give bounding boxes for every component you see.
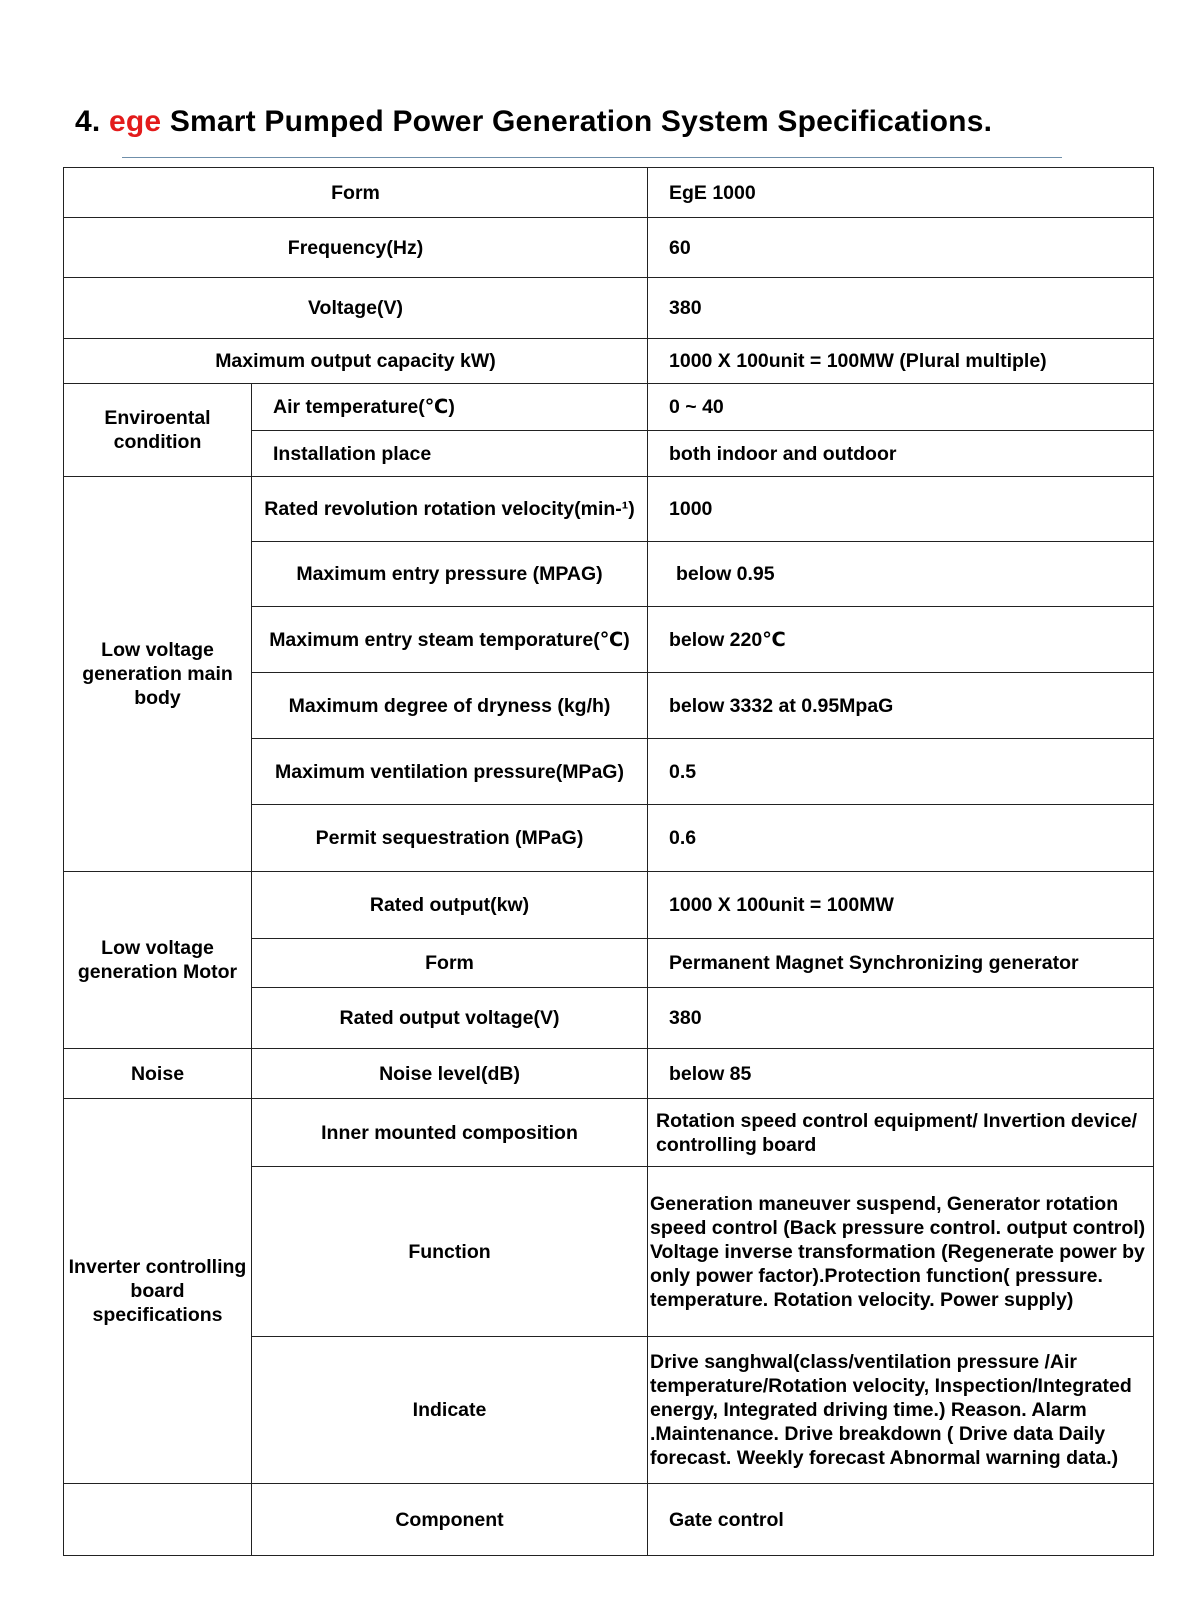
spec-label: Frequency(Hz) [64, 218, 648, 278]
table-row [64, 384, 1154, 431]
spec-value: 60 [648, 218, 1154, 278]
table-row [64, 168, 1154, 218]
spec-label: Function [252, 1167, 648, 1337]
spec-table [63, 167, 1154, 1556]
spec-label: Indicate [252, 1337, 648, 1484]
spec-label: Air temperature(℃) [252, 384, 648, 431]
table-row [64, 1484, 1154, 1556]
spec-label: Rated output(kw) [252, 872, 648, 939]
spec-label: Component [252, 1484, 648, 1556]
spec-label: Form [252, 939, 648, 988]
table-row [64, 1099, 1154, 1167]
spec-label: Maximum entry steam temporature(℃) [252, 607, 648, 673]
spec-label: Maximum output capacity kW) [64, 339, 648, 384]
empty-cell [64, 1484, 252, 1556]
spec-value: 1000 X 100unit = 100MW (Plural multiple) [648, 339, 1154, 384]
spec-value: 380 [648, 988, 1154, 1049]
title-underline [122, 157, 1062, 158]
spec-label: Permit sequestration (MPaG) [252, 805, 648, 872]
spec-value: 1000 X 100unit = 100MW [648, 872, 1154, 939]
spec-value: Generation maneuver suspend, Generator rotation speed control (Back pressure control. output control) Voltage inverse transformation (Regenerate power by only power factor).Protection function( pressure. temperature. Rotation velocity. Power supply) [648, 1167, 1154, 1337]
title-number: 4. [75, 105, 101, 138]
spec-value: 0.5 [648, 739, 1154, 805]
spec-value: Drive sanghwal(class/ventilation pressure /Air temperature/Rotation velocity, Inspection/Integrated energy, Integrated driving time.) Reason. Alarm .Maintenance. Drive breakdown ( Drive data Daily forecast. Weekly forecast Abnormal warning data.) [648, 1337, 1154, 1484]
spec-value: Gate control [648, 1484, 1154, 1556]
spec-value: Permanent Magnet Synchronizing generator [648, 939, 1154, 988]
spec-value: Rotation speed control equipment/ Invertion device/ controlling board [648, 1099, 1154, 1167]
table-row [64, 218, 1154, 278]
spec-value: 1000 [648, 477, 1154, 542]
title-text: Smart Pumped Power Generation System Specifications. [169, 105, 993, 138]
page-title [75, 105, 992, 139]
spec-label: Maximum degree of dryness (kg/h) [252, 673, 648, 739]
spec-label: Inner mounted composition [252, 1099, 648, 1167]
group-motor: Low voltage generation Motor [64, 872, 252, 1049]
table-row [64, 872, 1154, 939]
spec-label: Maximum entry pressure (MPAG) [252, 542, 648, 607]
spec-value: below 0.95 [648, 542, 1154, 607]
group-noise: Noise [64, 1049, 252, 1099]
spec-value: below 3332 at 0.95MpaG [648, 673, 1154, 739]
spec-label: Maximum ventilation pressure(MPaG) [252, 739, 648, 805]
group-inverter: Inverter controlling board specifications [64, 1099, 252, 1484]
group-env: Enviroental condition [64, 384, 252, 477]
spec-value: 0.6 [648, 805, 1154, 872]
spec-label: Installation place [252, 431, 648, 477]
spec-value: below 85 [648, 1049, 1154, 1099]
table-row [64, 477, 1154, 542]
spec-value: both indoor and outdoor [648, 431, 1154, 477]
spec-label: Rated output voltage(V) [252, 988, 648, 1049]
group-main-body: Low voltage generation main body [64, 477, 252, 872]
spec-value: 0 ~ 40 [648, 384, 1154, 431]
table-row [64, 278, 1154, 339]
spec-value: 380 [648, 278, 1154, 339]
spec-value: EgE 1000 [648, 168, 1154, 218]
spec-label: Rated revolution rotation velocity(min-¹) [252, 477, 648, 542]
spec-label: Form [64, 168, 648, 218]
brand-name: ege [108, 105, 162, 138]
spec-label: Voltage(V) [64, 278, 648, 339]
spec-label: Noise level(dB) [252, 1049, 648, 1099]
table-row [64, 1049, 1154, 1099]
table-row [64, 339, 1154, 384]
spec-value: below 220℃ [648, 607, 1154, 673]
